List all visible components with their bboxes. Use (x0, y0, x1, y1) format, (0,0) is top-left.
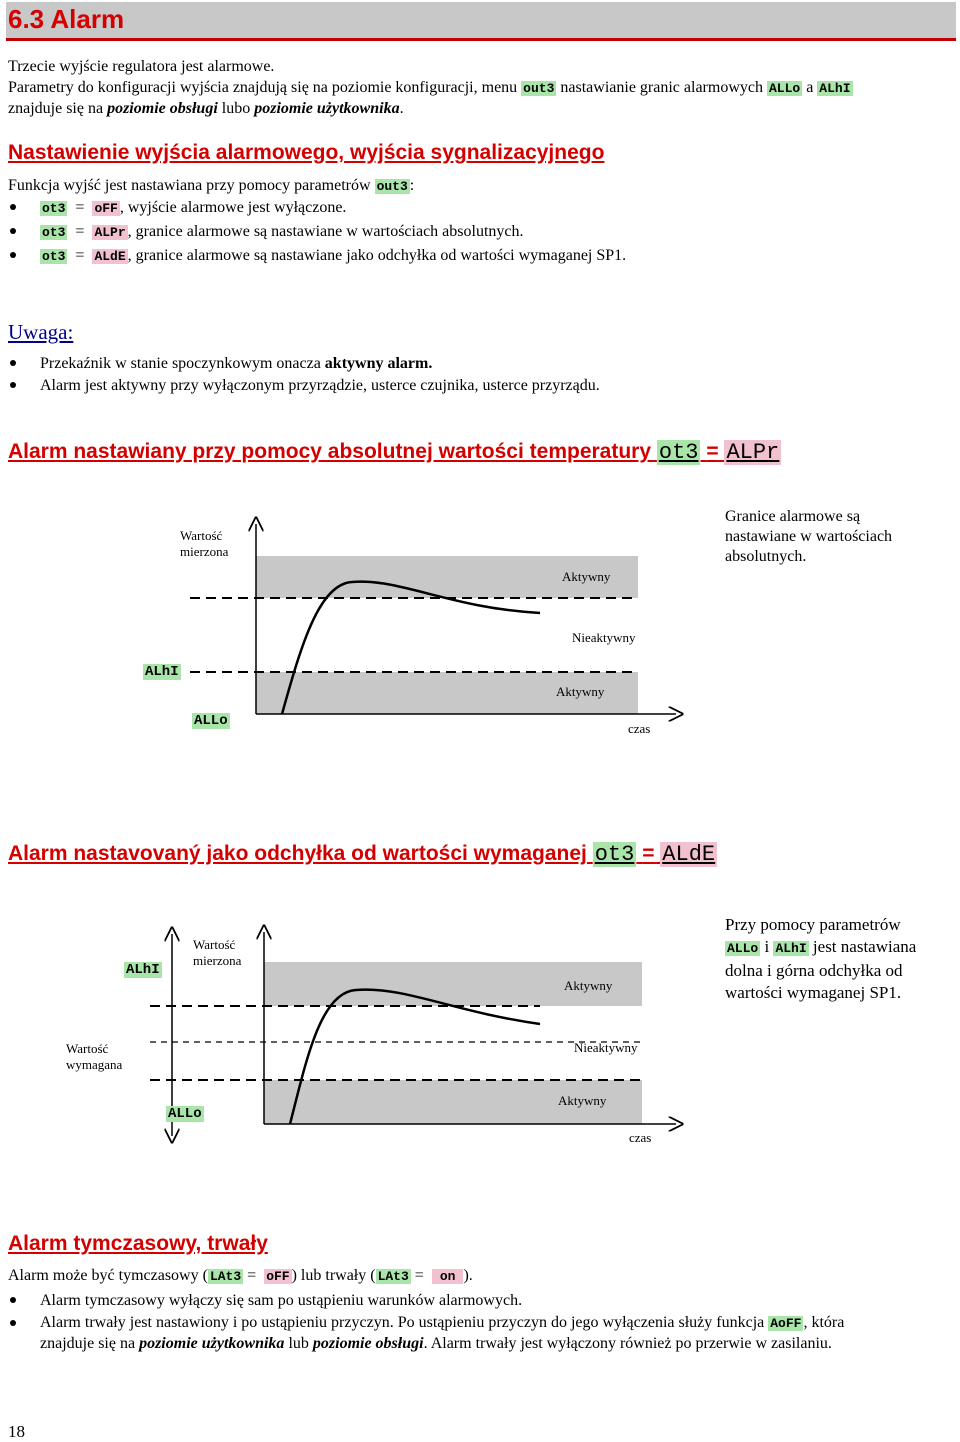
section-heading-output: Nastawienie wyjścia alarmowego, wyjścia sygnalizacyjnego (8, 141, 605, 164)
code-alpr: ALPr (726, 440, 780, 465)
lead-text: Alarm może być tymczasowy ( (8, 1267, 208, 1284)
section1-lead (8, 175, 414, 197)
equals: = (410, 1267, 428, 1284)
inactive-label: Nieaktywny (572, 630, 636, 645)
item-text: . Alarm trwały jest wyłączony również po przerwie w zasilaniu. (423, 1335, 832, 1352)
code-out3: out3 (523, 81, 555, 96)
section2-side-text (725, 507, 892, 567)
item-text: , granice alarmowe są nastawiane jako odchyłka od wartości wymaganej SP1. (127, 247, 627, 264)
code-ot3: ot3 (658, 440, 699, 465)
code-value: oFF (94, 201, 118, 216)
emphasis: poziomie obsługi (312, 1335, 424, 1352)
code-alde: ALdE (662, 842, 716, 867)
intro-text: znajduje się na (8, 100, 108, 117)
intro-text: . (399, 100, 404, 117)
lead-text: ). (463, 1267, 473, 1284)
code-allo: ALLo (168, 1106, 202, 1122)
intro-text: nastawianie granic alarmowych (556, 79, 767, 96)
bullet (10, 1320, 16, 1326)
code-alhi: ALhI (126, 962, 160, 978)
code-ot3: ot3 (42, 225, 66, 240)
note-text: Przekaźnik w stanie spoczynkowym onacza (40, 355, 325, 372)
section-heading-temporary: Alarm tymczasowy, trwały (8, 1232, 268, 1255)
item-text: , wyjście alarmowe jest wyłączone. (119, 199, 347, 216)
page-title: 6.3 Alarm (8, 4, 125, 34)
emphasis: poziomie użytkownika (139, 1335, 285, 1352)
emphasis: poziomie obsługi (107, 100, 218, 117)
bullet (10, 252, 16, 258)
heading-text: Alarm nastavovaný jako odchyłka od wartości wymaganej (8, 842, 587, 865)
side-text-line: wartości wymaganej SP1. (725, 983, 902, 1002)
list-item (40, 197, 346, 219)
section4-item (40, 1312, 844, 1334)
intro-line-3 (8, 98, 404, 119)
section4-lead (8, 1265, 473, 1287)
code-ot3: ot3 (594, 842, 635, 867)
code-value: ALPr (94, 225, 126, 240)
section-heading-deviation (8, 842, 717, 867)
code-out3: out3 (376, 179, 408, 194)
item-text: Alarm trwały jest nastawiony i po ustąpieniu przyczyn. Po ustąpieniu przyczyn do jego wyłączenia służy funkcja (40, 1314, 769, 1331)
lead-text: ) lub trwały ( (291, 1267, 376, 1284)
emphasis: poziomie użytkownika (254, 100, 400, 117)
side-text-line: Przy pomocy parametrów (725, 915, 901, 934)
active-label-top: Aktywny (562, 569, 611, 584)
equals: = (706, 440, 719, 463)
header-bar (6, 2, 956, 41)
intro-text: lubo (217, 100, 255, 117)
y-axis-label: Wartość mierzona (180, 528, 229, 559)
side-text-line: dolna i górna odchyłka od (725, 961, 903, 980)
note-heading: Uwaga: (8, 320, 74, 344)
code-allo: ALLo (727, 941, 759, 956)
code-allo: ALLo (768, 81, 801, 96)
page-number: 18 (8, 1422, 25, 1441)
list-item (40, 245, 626, 267)
code-on: on (432, 1269, 464, 1284)
code-lat3: LAt3 (377, 1269, 409, 1284)
intro-text: Parametry do konfiguracji wyjścia znajdują się na poziomie konfiguracji, menu (8, 79, 522, 96)
side-text: jest nastawiana (808, 937, 917, 956)
code-lat3: LAt3 (209, 1269, 242, 1284)
note-emphasis: aktywny alarm. (324, 355, 433, 372)
item-text: lub (284, 1335, 313, 1352)
intro-text: a (802, 79, 818, 96)
note-item: Alarm jest aktywny przy wyłączonym przyrządzie, usterce czujnika, usterce przyrządu. (40, 377, 600, 394)
code-value: ALdE (94, 249, 126, 264)
intro-line-1: Trzecie wyjście regulatora jest alarmowe. (8, 58, 275, 75)
heading-text: Alarm nastawiany przy pomocy absolutnej wartości temperatury (8, 440, 652, 463)
code-alhi: ALhI (775, 941, 807, 956)
section-heading-absolute (8, 440, 781, 465)
intro-line-2 (8, 77, 853, 99)
section4-item: Alarm tymczasowy wyłączy się sam po ustąpieniu warunków alarmowych. (40, 1292, 523, 1309)
item-text: , która (803, 1314, 845, 1331)
equals: = (75, 199, 85, 216)
side-text-line: absolutnych. (725, 548, 807, 565)
equals: = (75, 223, 85, 240)
active-label-bottom: Aktywny (558, 1093, 607, 1108)
equals: = (642, 842, 655, 865)
side-text-line (725, 936, 916, 960)
code-aoff: AoFF (770, 1316, 802, 1331)
note-item (40, 353, 432, 374)
code-alhi: ALhI (145, 664, 179, 680)
bullet (10, 1297, 16, 1303)
item-text: znajduje się na (40, 1335, 140, 1352)
code-allo: ALLo (194, 713, 228, 729)
bullet (10, 204, 16, 210)
equals: = (75, 247, 85, 264)
bullet (10, 382, 16, 388)
active-label-bottom: Aktywny (556, 684, 605, 699)
section4-item-continuation (40, 1333, 832, 1354)
setpoint-label: Wartość wymagana (66, 1041, 123, 1072)
list-item (40, 221, 524, 243)
y-axis-label: Wartość mierzona (193, 937, 242, 968)
side-text-line: nastawiane w wartościach (725, 528, 893, 545)
code-alhi: ALhI (819, 81, 851, 96)
equals: = (243, 1267, 261, 1284)
lead-text: : (409, 177, 415, 194)
item-text: , granice alarmowe są nastawiane w wartościach absolutnych. (127, 223, 524, 240)
bullet (10, 228, 16, 234)
code-off: oFF (266, 1269, 290, 1284)
inactive-label: Nieaktywny (574, 1040, 638, 1055)
code-ot3: ot3 (42, 201, 66, 216)
bullet (10, 360, 16, 366)
side-text: i (760, 937, 774, 956)
active-label-top: Aktywny (564, 978, 613, 993)
code-ot3: ot3 (42, 249, 66, 264)
x-axis-label: czas (628, 721, 651, 736)
section3-side-text (725, 914, 916, 1004)
x-axis-label: czas (629, 1130, 652, 1145)
lead-text: Funkcja wyjść jest nastawiana przy pomocy parametrów (8, 177, 375, 194)
side-text-line: Granice alarmowe są (725, 508, 861, 525)
